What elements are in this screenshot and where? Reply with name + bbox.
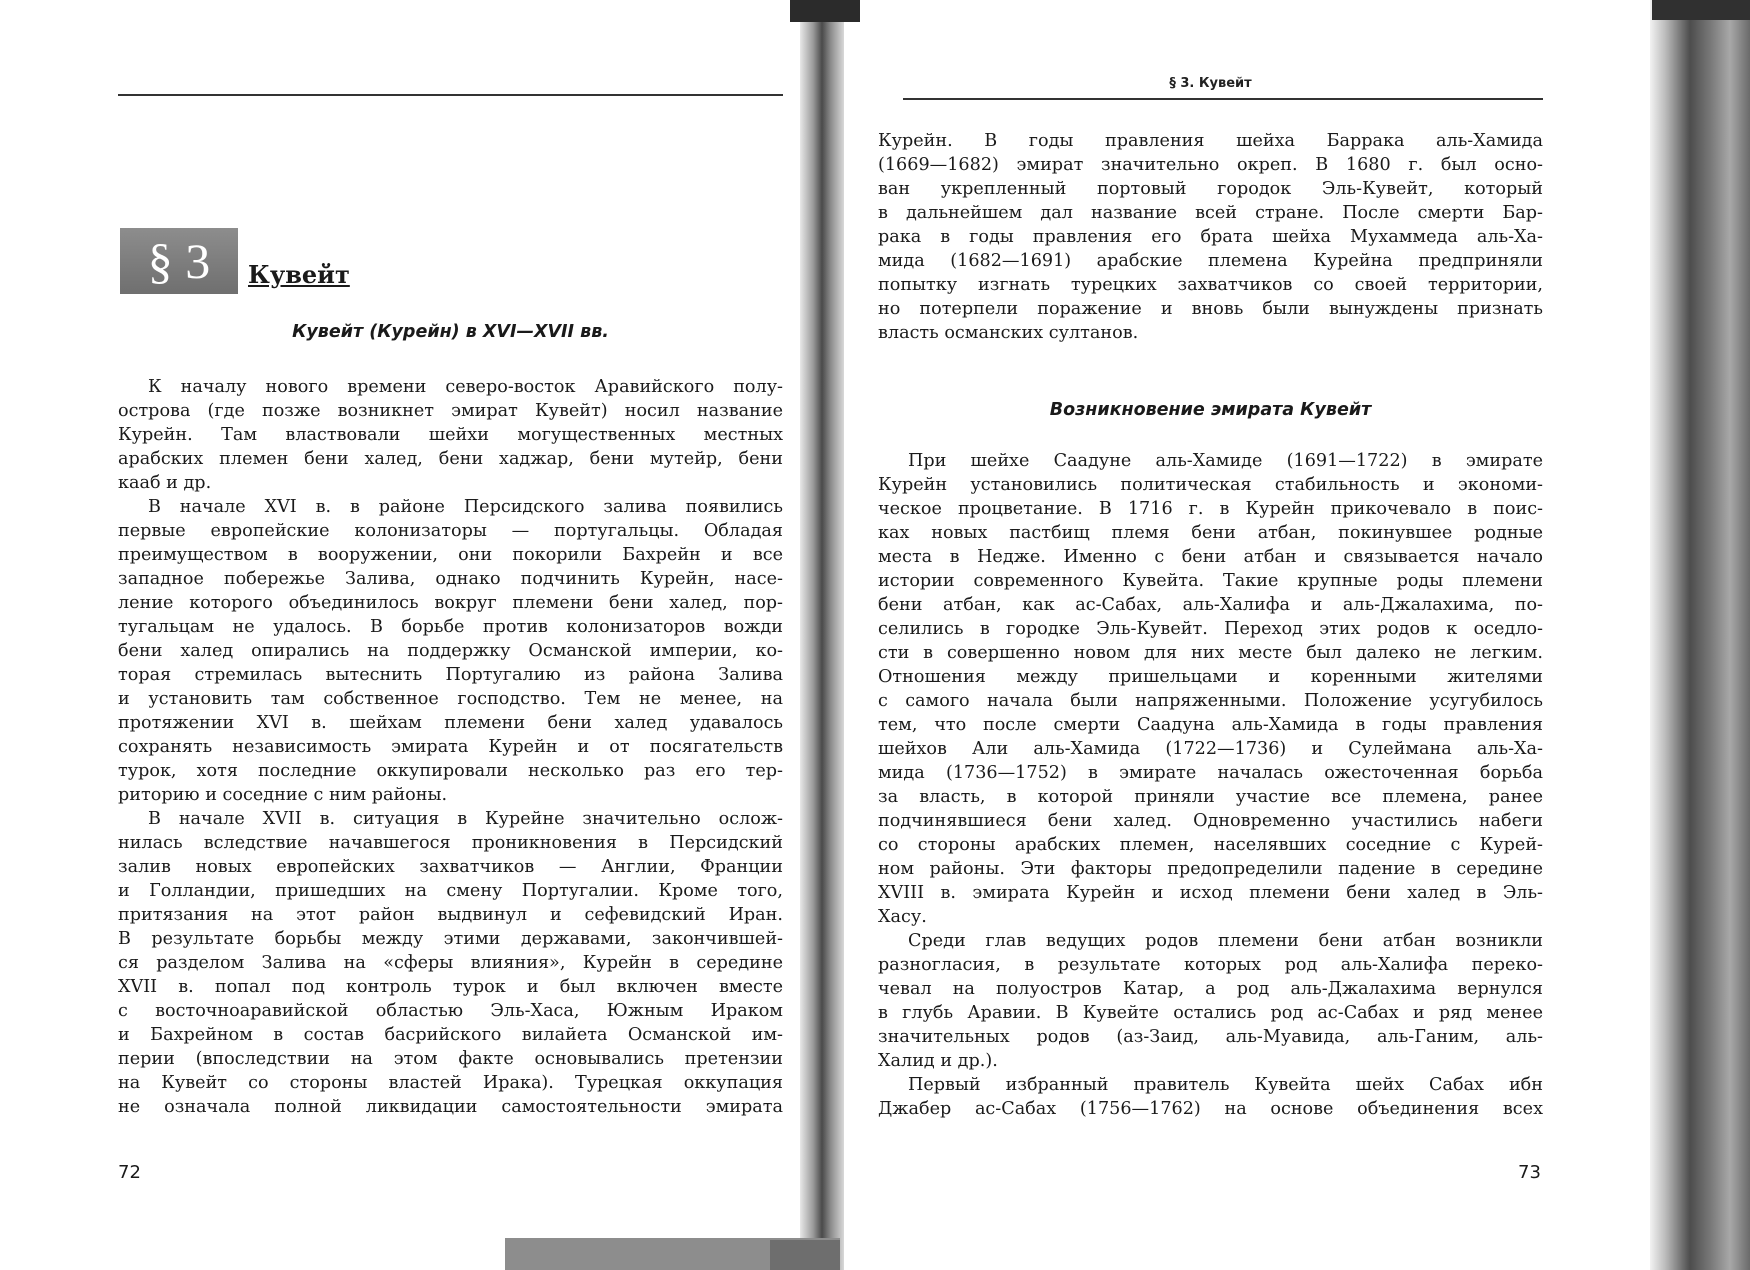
text-line: не означала полной ликвидации самостоятельности эмирата — [118, 1097, 783, 1117]
text-line: турок, хотя последние оккупировали несколько раз его тер- — [118, 761, 783, 781]
text-line: преимуществом в вооружении, они покорили Бахрейн и все — [118, 545, 783, 565]
text-line: В начале XVI в. в районе Персидского залива появились — [148, 497, 783, 517]
text-line: Первый избранный правитель Кувейта шейх Сабах ибн — [908, 1075, 1543, 1095]
text-line: Хасу. — [878, 907, 927, 927]
section-subheading: Кувейт (Курейн) в XVI—XVII вв. — [292, 322, 609, 342]
text-line: но потерпели поражение и вновь были вынуждены признать — [878, 299, 1543, 319]
text-line: за власть, в которой приняли участие все племена, ранее — [878, 787, 1543, 807]
text-line: (1669—1682) эмират значительно окреп. В 1680 г. был осно- — [878, 155, 1543, 175]
text-line: места в Недже. Именно с бени атбан и связывается начало — [878, 547, 1543, 567]
text-line: шейхов Али аль-Хамида (1722—1736) и Сулеймана аль-Ха- — [878, 739, 1543, 759]
text-line: тем, что после смерти Саадуна аль-Хамида в годы правления — [878, 715, 1543, 735]
text-line: Отношения между пришельцами и коренными жителями — [878, 667, 1543, 687]
text-line: Курейн установились политическая стабильность и экономи- — [878, 475, 1543, 495]
text-line: сохранять независимость эмирата Курейн и от посягательств — [118, 737, 783, 757]
section-badge: § 3 — [120, 228, 238, 294]
text-line: ся разделом Залива на «сферы влияния», Курейн в середине — [118, 953, 783, 973]
text-line: тугальцам не удалось. В борьбе против колонизаторов вожди — [118, 617, 783, 637]
text-line: с самого начала были напряженными. Положение усугубилось — [878, 691, 1543, 711]
text-line: рака в годы правления его брата шейха Мухаммеда аль-Ха- — [878, 227, 1543, 247]
text-line: протяжении XVI в. шейхам племени бени халед удавалось — [118, 713, 783, 733]
text-line: и Бахрейном в состав басрийского вилайета Османской им- — [118, 1025, 783, 1045]
scan-artifact-top — [790, 0, 860, 22]
text-line: Халид и др.). — [878, 1051, 998, 1071]
text-line: нилась вследствие начавшегося проникновения в Персидский — [118, 833, 783, 853]
text-line: залив новых европейских захватчиков — Англии, Франции — [118, 857, 783, 877]
text-line: При шейхе Саадуне аль-Хамиде (1691—1722) в эмирате — [908, 451, 1543, 471]
text-line: острова (где позже возникнет эмират Кувейт) носил название — [118, 401, 783, 421]
text-line: попытку изгнать турецких захватчиков со своей территории, — [878, 275, 1543, 295]
text-line: риторию и соседние с ним районы. — [118, 785, 448, 805]
text-line: ление которого объединилось вокруг племени бени халед, пор- — [118, 593, 783, 613]
text-line: перии (впоследствии на этом факте основывались претензии — [118, 1049, 783, 1069]
text-line: мида (1736—1752) в эмирате началась ожесточенная борьба — [878, 763, 1543, 783]
text-line: с восточноаравийской областью Эль-Хаса, Южным Ираком — [118, 1001, 783, 1021]
text-line: селились в городке Эль-Кувейт. Переход этих родов к оседло- — [878, 619, 1543, 639]
text-line: бени атбан, как ас-Сабах, аль-Халифа и аль-Джалахима, по- — [878, 595, 1543, 615]
text-line: и Голландии, пришедших на смену Португалии. Кроме того, — [118, 881, 783, 901]
header-rule — [903, 98, 1543, 100]
text-line: разногласия, в результате которых род аль-Халифа переко- — [878, 955, 1543, 975]
text-line: XVIII в. эмирата Курейн и исход племени бени халед в Эль- — [878, 883, 1543, 903]
page-edge-shadow — [1650, 0, 1750, 1270]
text-line: сти в совершенно новом для них месте был далеко не легким. — [878, 643, 1543, 663]
text-line: и установить там собственное господство. Тем не менее, на — [118, 689, 783, 709]
left-page — [118, 0, 783, 1270]
text-line: западное побережье Залива, однако подчинить Курейн, насе- — [118, 569, 783, 589]
text-line: власть османских султанов. — [878, 323, 1139, 343]
page-number: 72 — [118, 1162, 141, 1183]
text-line: ческое процветание. В 1716 г. в Курейн прикочевало в поис- — [878, 499, 1543, 519]
section-subheading: Возникновение эмирата Кувейт — [1049, 400, 1372, 420]
text-line: В начале XVII в. ситуация в Курейне значительно ослож- — [148, 809, 783, 829]
header-rule — [118, 94, 783, 96]
text-line: арабских племен бени халед, бени хаджар, бени мутейр, бени — [118, 449, 783, 469]
text-line: В результате борьбы между этими державами, закончившей- — [118, 929, 783, 949]
text-line: Среди глав ведущих родов племени бени атбан возникли — [908, 931, 1543, 951]
text-line: в глубь Аравии. В Кувейте остались род ас-Сабах и ряд менее — [878, 1003, 1543, 1023]
scan-artifact-top-right — [1652, 0, 1750, 20]
text-line: кааб и др. — [118, 473, 212, 493]
book-gutter-shadow — [800, 0, 844, 1270]
text-line: Курейн. В годы правления шейха Баррака аль-Хамида — [878, 131, 1543, 151]
text-line: торая стремилась вытеснить Португалию из района Залива — [118, 665, 783, 685]
text-line: значительных родов (аз-Заид, аль-Муавида, аль-Ганим, аль- — [878, 1027, 1543, 1047]
page-number: 73 — [1518, 1162, 1541, 1183]
text-line: Курейн. Там властвовали шейхи могущественных местных — [118, 425, 783, 445]
text-line: ном районы. Эти факторы предопределили падение в середине — [878, 859, 1543, 879]
text-line: на Кувейт со стороны властей Ирака). Турецкая оккупация — [118, 1073, 783, 1093]
text-line: бени халед опирались на поддержку Османской империи, ко- — [118, 641, 783, 661]
text-line: XVII в. попал под контроль турок и был включен вместе — [118, 977, 783, 997]
text-line: чевал на полуостров Катар, а род аль-Джалахима вернулся — [878, 979, 1543, 999]
right-page — [878, 0, 1543, 1270]
text-line: со стороны арабских племен, населявших соседние с Курей- — [878, 835, 1543, 855]
text-line: притязания на этот район выдвинул и сефевидский Иран. — [118, 905, 783, 925]
text-line: подчинявшиеся бени халед. Одновременно участились набеги — [878, 811, 1543, 831]
text-line: ках новых пастбищ племя бени атбан, покинувшее родные — [878, 523, 1543, 543]
text-line: мида (1682—1691) арабские племена Курейна предприняли — [878, 251, 1543, 271]
text-line: истории современного Кувейта. Такие крупные роды племени — [878, 571, 1543, 591]
chapter-title: Кувейт — [248, 260, 350, 289]
text-line: Джабер ас-Сабах (1756—1762) на основе объединения всех — [878, 1099, 1543, 1119]
text-line: в дальнейшем дал название всей стране. После смерти Бар- — [878, 203, 1543, 223]
running-head: § 3. Кувейт — [1169, 76, 1252, 91]
text-line: первые европейские колонизаторы — португальцы. Обладая — [118, 521, 783, 541]
text-line: ван укрепленный портовый городок Эль-Кувейт, который — [878, 179, 1543, 199]
text-line: К началу нового времени северо-восток Аравийского полу- — [148, 377, 783, 397]
